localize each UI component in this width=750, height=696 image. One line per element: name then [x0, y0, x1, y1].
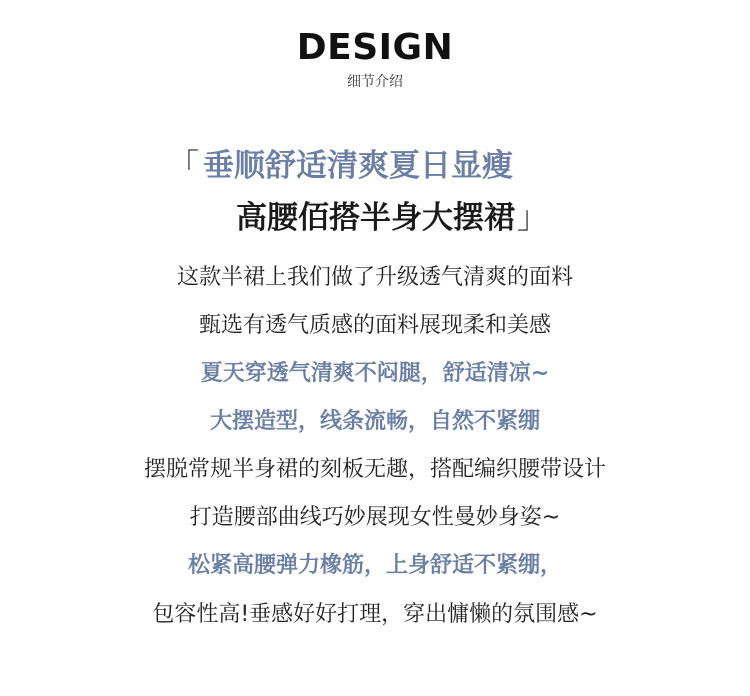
description-line: 这款半裙上我们做了升级透气清爽的面料: [176, 265, 573, 290]
description-line: 摆脱常规半身裙的刻板无趣，搭配编织腰带设计: [143, 457, 606, 482]
description-line: 甄选有透气质感的面料展现柔和美感: [198, 313, 551, 338]
close-bracket: 」: [517, 200, 548, 236]
description-line: 打造腰部曲线巧妙展现女性曼妙身姿~: [189, 505, 561, 530]
description-line: 夏天穿透气清爽不闷腿，舒适清凉~: [200, 361, 550, 386]
headline-line-2-text: 高腰佰搭半身大摆裙: [236, 200, 515, 236]
headline-line-1-text: 垂顺舒适清爽夏日显瘦: [203, 148, 513, 184]
description-line: 大摆造型，线条流畅，自然不紧绷: [209, 409, 540, 434]
section-subtitle: 细节介绍: [347, 74, 403, 90]
headline-line-2: [236, 198, 548, 238]
description-line: 包容性高!垂感好好打理，穿出慵懒的氛围感~: [152, 602, 598, 627]
headline-line-1: [168, 146, 513, 186]
description-line: 松紧高腰弹力橡筋，上身舒适不紧绷，: [187, 553, 562, 578]
section-title: DESIGN: [296, 27, 454, 68]
open-bracket: 「: [168, 148, 199, 184]
section-header: [0, 26, 750, 92]
